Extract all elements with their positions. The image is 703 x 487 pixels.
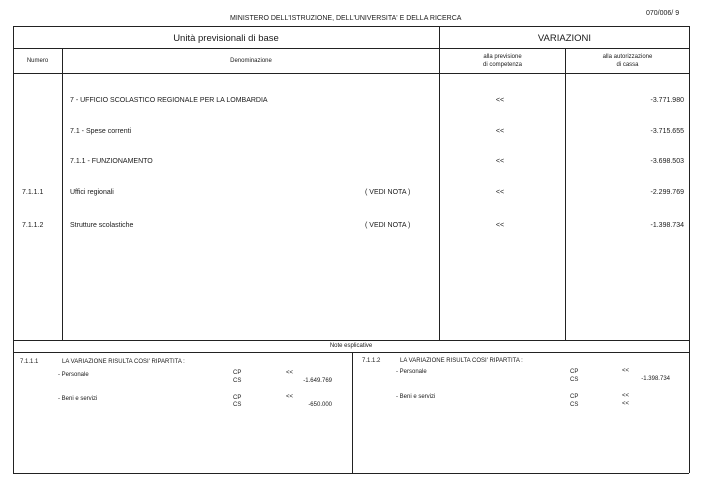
column-header-divider xyxy=(13,73,689,74)
row-nota: ( VEDI NOTA ) xyxy=(365,189,411,196)
column-header-numero: Numero xyxy=(26,58,49,64)
note-number: 7.1.1.2 xyxy=(362,358,381,364)
row-cassa: -1.398.734 xyxy=(650,222,684,229)
row-numero: 7.1.1.2 xyxy=(22,222,44,229)
column-header-competenza-line1: alla previsione xyxy=(483,54,522,60)
numero-column-divider xyxy=(62,48,63,340)
note-cs-value: << xyxy=(622,401,630,407)
group-header-upb: Unità previsionali di base xyxy=(173,33,279,44)
row-cassa: -2.299.769 xyxy=(650,189,684,196)
notes-bottom-border xyxy=(13,473,689,474)
notes-right-border xyxy=(689,340,690,473)
note-cs-label: CS xyxy=(570,402,579,408)
note-heading: LA VARIAZIONE RISULTA COSI' RIPARTITA : xyxy=(62,359,185,365)
notes-title: Note esplicative xyxy=(329,343,373,349)
group-header-divider xyxy=(13,48,689,49)
note-cp-value: << xyxy=(622,393,630,399)
row-competenza: << xyxy=(495,189,505,196)
note-cp-label: CP xyxy=(233,395,242,401)
page-reference: 070/006/ 9 xyxy=(646,10,680,17)
row-cassa: -3.715.655 xyxy=(650,128,684,135)
row-competenza: << xyxy=(495,222,505,229)
row-competenza: << xyxy=(495,128,505,135)
row-numero: 7.1.1.1 xyxy=(22,189,44,196)
table-top-border xyxy=(13,26,689,27)
note-number: 7.1.1.1 xyxy=(20,359,39,365)
note-cs-value: -650.000 xyxy=(308,402,332,408)
row-denominazione: 7.1 - Spese correnti xyxy=(70,128,132,135)
note-cs-label: CS xyxy=(233,402,242,408)
note-cp-value: << xyxy=(286,370,294,376)
note-cp-value: << xyxy=(622,368,630,374)
column-header-competenza-line2: di competenza xyxy=(482,62,523,68)
note-cp-label: CP xyxy=(233,370,242,376)
note-cp-value: << xyxy=(286,394,294,400)
row-cassa: -3.771.980 xyxy=(650,97,684,104)
column-header-denominazione: Denominazione xyxy=(230,58,272,64)
note-item-label: - Personale xyxy=(58,372,89,378)
table-left-border xyxy=(13,26,14,340)
notes-middle-divider xyxy=(352,352,353,473)
note-cp-label: CP xyxy=(570,369,579,375)
row-competenza: << xyxy=(495,97,505,104)
row-nota: ( VEDI NOTA ) xyxy=(365,222,411,229)
row-denominazione: Strutture scolastiche xyxy=(70,222,134,229)
row-competenza: << xyxy=(495,158,505,165)
note-cs-label: CS xyxy=(233,378,242,384)
note-cs-value: -1.649.769 xyxy=(303,378,332,384)
row-denominazione: 7.1.1 - FUNZIONAMENTO xyxy=(70,158,153,165)
cassa-column-divider xyxy=(565,48,566,340)
column-header-cassa-line1: alla autorizzazione xyxy=(602,54,653,60)
note-heading: LA VARIAZIONE RISULTA COSI' RIPARTITA : xyxy=(400,358,523,364)
table-right-border xyxy=(689,26,690,340)
row-denominazione: Uffici regionali xyxy=(70,189,114,196)
note-item-label: - Personale xyxy=(396,369,427,375)
row-denominazione: 7 - UFFICIO SCOLASTICO REGIONALE PER LA LOMBARDIA xyxy=(70,97,268,104)
row-cassa: -3.698.503 xyxy=(650,158,684,165)
notes-title-divider xyxy=(13,352,689,353)
group-header-variazioni: VARIAZIONI xyxy=(537,33,592,44)
table-bottom-border xyxy=(13,340,689,341)
notes-left-border xyxy=(13,340,14,473)
variazioni-divider xyxy=(439,26,440,340)
note-cs-value: -1.398.734 xyxy=(641,376,670,382)
note-item-label: - Beni e servizi xyxy=(58,396,98,402)
column-header-cassa-line2: di cassa xyxy=(616,62,639,68)
note-cs-label: CS xyxy=(570,377,579,383)
note-item-label: - Beni e servizi xyxy=(396,394,436,400)
ministry-title: MINISTERO DELL'ISTRUZIONE, DELL'UNIVERSITA' E DELLA RICERCA xyxy=(230,15,462,22)
note-cp-label: CP xyxy=(570,394,579,400)
